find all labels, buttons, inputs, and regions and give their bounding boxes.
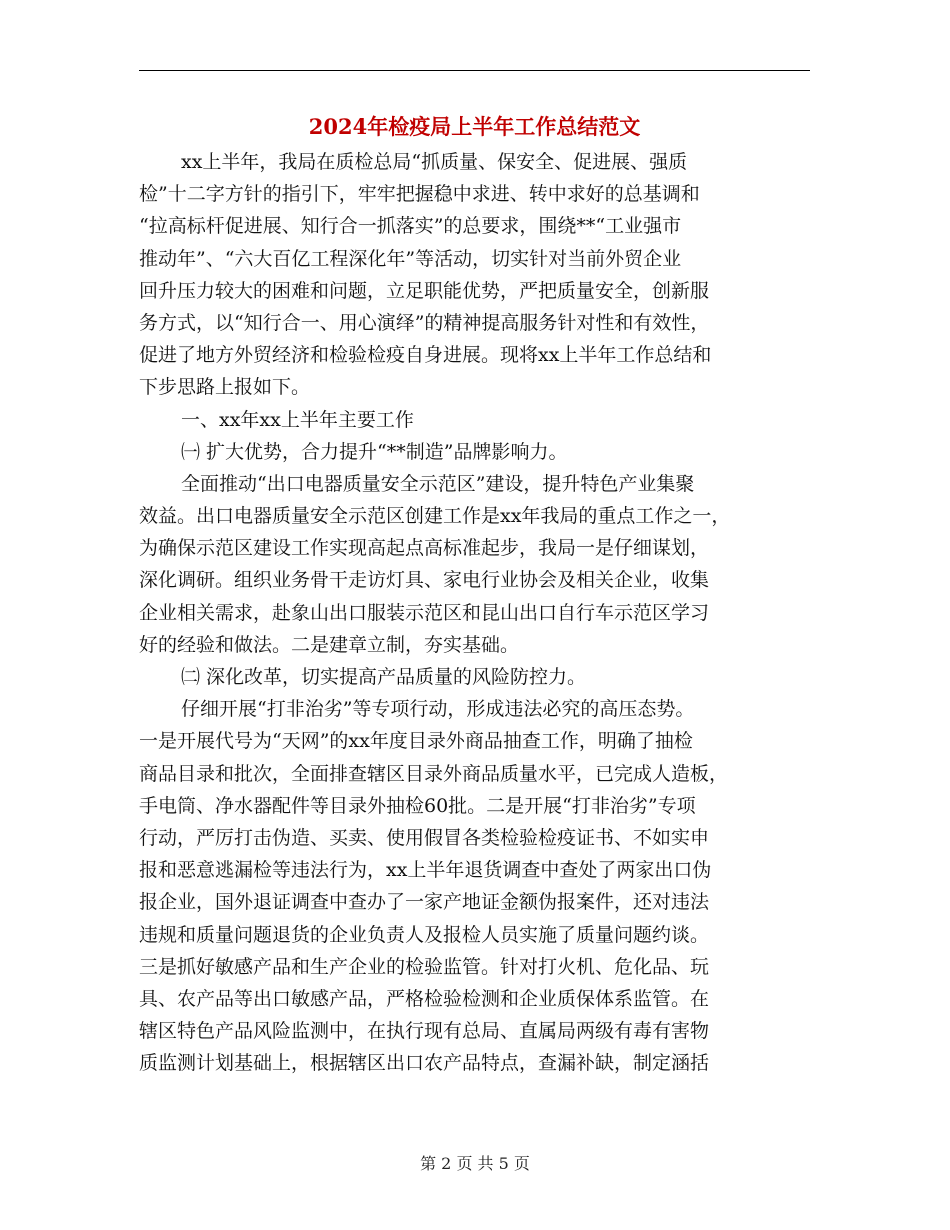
paragraph-line: 效益。出口电器质量安全示范区创建工作是xx年我局的重点工作之一， [139, 505, 731, 528]
header-rule [139, 70, 810, 71]
paragraph-line: 行动，严厉打击伪造、买卖、使用假冒各类检验检疫证书、不如实申 [139, 826, 710, 849]
paragraph-line: 全面推动“出口电器质量安全示范区”建设，提升特色产业集聚 [181, 472, 695, 495]
paragraph-line: 深化调研。组织业务骨干走访灯具、家电行业协会及相关企业，收集 [139, 569, 710, 592]
paragraph-line: 手电筒、净水器配件等目录外抽检60批。二是开展“打非治劣”专项 [139, 794, 696, 817]
paragraph-line: 促进了地方外贸经济和检验检疫自身进展。现将xx上半年工作总结和 [139, 344, 712, 367]
page-number: 第 2 页 共 5 页 [420, 1154, 530, 1173]
subsection-heading: ㈠ 扩大优势，合力提升“**制造”品牌影响力。 [181, 440, 568, 463]
paragraph-line: 具、农产品等出口敏感产品，严格检验检测和企业质保体系监管。在 [139, 987, 710, 1010]
paragraph-line: 质监测计划基础上，根据辖区出口农产品特点，查漏补缺，制定涵括 [139, 1052, 710, 1075]
paragraph-line: 好的经验和做法。二是建章立制，夯实基础。 [139, 633, 520, 656]
paragraph-line: 检”十二字方针的指引下，牢牢把握稳中求进、转中求好的总基调和 [139, 183, 700, 206]
paragraph-line: 仔细开展“打非治劣”等专项行动，形成违法必究的高压态势。 [181, 698, 695, 721]
subsection-heading: ㈡ 深化改革，切实提高产品质量的风险防控力。 [181, 666, 587, 688]
document-body [139, 146, 810, 1079]
section-heading: 一、xx年xx上半年主要工作 [181, 408, 414, 431]
paragraph-line: 三是抓好敏感产品和生产企业的检验监管。针对打火机、危化品、玩 [139, 955, 710, 978]
paragraph-line: 违规和质量问题退货的企业负责人及报检人员实施了质量问题约谈。 [139, 923, 710, 946]
paragraph-line: 回升压力较大的困难和问题，立足职能优势，严把质量安全，创新服 [139, 279, 710, 302]
paragraph-line: 报企业，国外退证调查中查办了一家产地证金额伪报案件，还对违法 [139, 891, 710, 914]
document-title: 2024年检疫局上半年工作总结范文 [308, 114, 641, 139]
paragraph-line: 务方式，以“知行合一、用心演绎”的精神提高服务针对性和有效性， [139, 311, 710, 334]
paragraph-line: 一是开展代号为“天网”的xx年度目录外商品抽查工作，明确了抽检 [139, 730, 693, 753]
paragraph-line: 报和恶意逃漏检等违法行为，xx上半年退货调查中查处了两家出口伪 [139, 859, 712, 882]
paragraph-line: 推动年”、“六大百亿工程深化年”等活动，切实针对当前外贸企业 [139, 247, 682, 270]
paragraph-line: 辖区特色产品风险监测中，在执行现有总局、直属局两级有毒有害物 [139, 1020, 710, 1043]
paragraph-line: 企业相关需求，赴象山出口服装示范区和昆山出口自行车示范区学习 [139, 601, 710, 624]
paragraph-line: “拉高标杆促进展、知行合一抓落实”的总要求，围绕**“工业强市 [139, 215, 682, 238]
paragraph-line: 商品目录和批次，全面排查辖区目录外商品质量水平，已完成人造板， [139, 762, 729, 785]
paragraph-line: 为确保示范区建设工作实现高起点高标准起步，我局一是仔细谋划， [139, 537, 710, 560]
paragraph-line: 下步思路上报如下。 [139, 376, 311, 399]
paragraph-line: xx上半年，我局在质检总局“抓质量、保安全、促进展、强质 [181, 151, 688, 173]
